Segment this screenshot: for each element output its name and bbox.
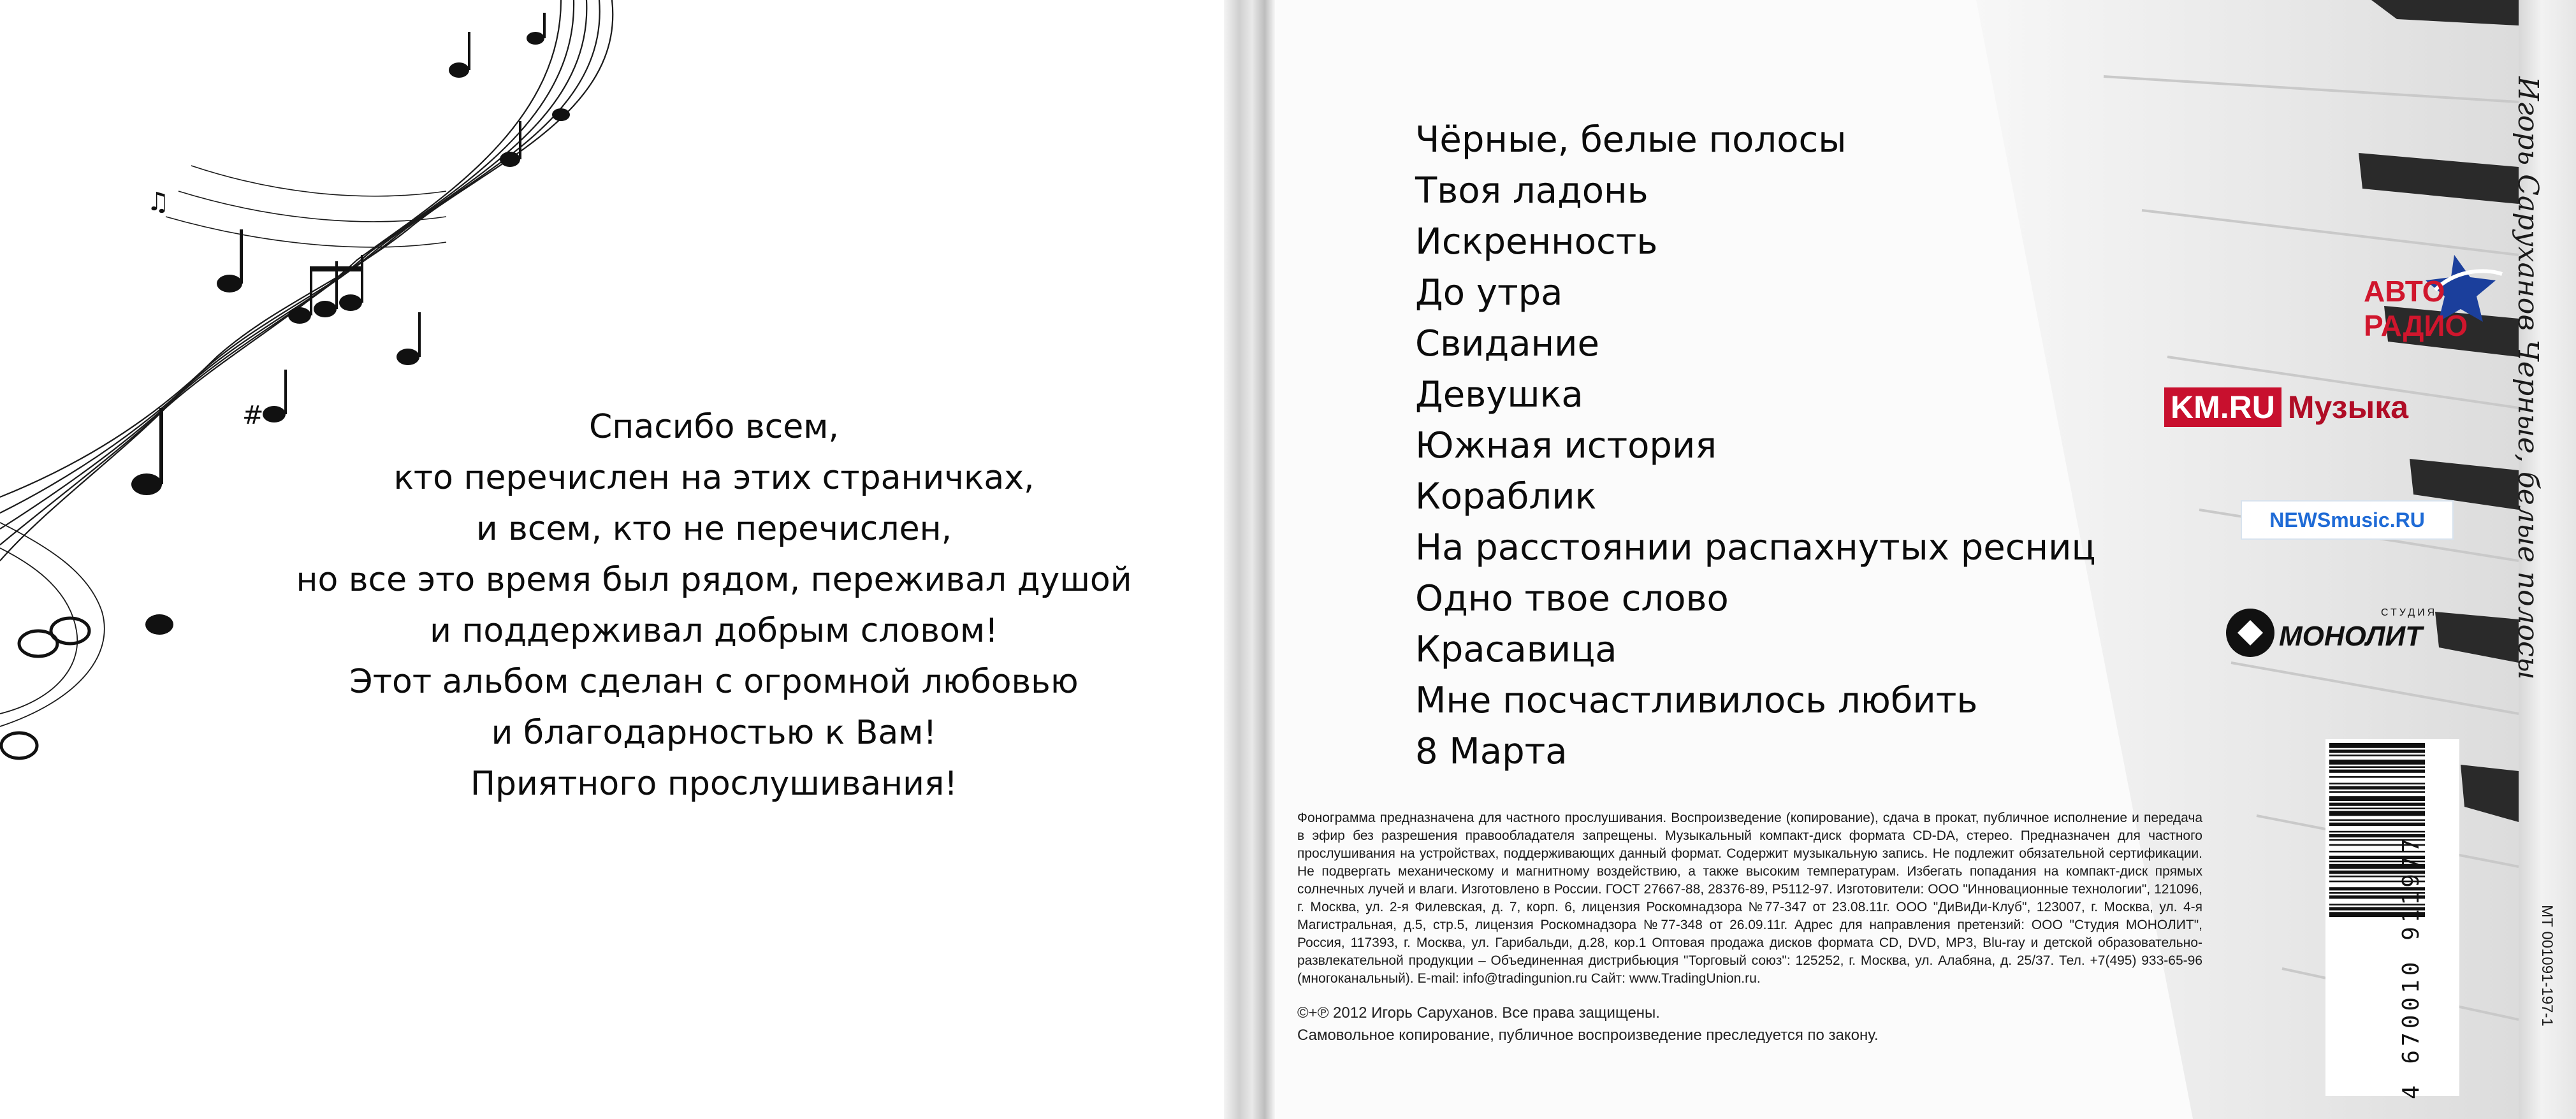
- right-panel: [1275, 0, 2519, 1119]
- monolit-top-text: СТУДИЯ: [2381, 607, 2438, 618]
- copy-notice: Самовольное копирование, публичное воспроизведение преследуется по закону.: [1297, 1027, 1879, 1044]
- barcode-bar: [2329, 743, 2425, 748]
- thanks-line: и благодарностью к Вам!: [491, 714, 937, 752]
- barcode-bar: [2329, 754, 2425, 756]
- barcode: [2325, 739, 2459, 1096]
- track-item: Кораблик: [1415, 476, 1597, 517]
- monolit-text: МОНОЛИТ: [2279, 621, 2423, 652]
- thanks-line: Спасибо всем,: [589, 408, 839, 446]
- fold-divider: [1224, 0, 1275, 1119]
- track-item: 8 Марта: [1415, 731, 1568, 772]
- thanks-line: Приятного прослушивания!: [470, 765, 958, 803]
- barcode-bar: [2329, 766, 2425, 768]
- barcode-bar: [2329, 760, 2425, 765]
- track-item: Чёрные, белые полосы: [1415, 119, 1847, 161]
- legal-text: Фонограмма предназначена для частного прослушивания. Воспроизведение (копирование), сдача в прокат, публичное исполнение и передача в эфир без разрешения правообладателя запрещены. Музыкальный компакт-диск формата CD-DA, стерео. Предназначен для частного прослушивания на устройствах, поддерживающих данный формат. Содержит музыкальную запись. Не подлежит обязательной сертификации. Не подвергать механическому и магнитному воздействию, а также высоким температурам. Избегать попадания на компакт-диск прямых солнечных лучей и влаги. Изготовлено в России. ГОСТ 27667-88, 28376-89, Р5112-97. Изготовители: ООО "Инновационные технологии", 121096, г. Москва, ул. 2-я Филевская, д. 7, корп. 6, лицензия Роскомнадзора №77-347 от 23.08.11г. ООО "ДиВиДи-Клуб", 123007, г. Москва, ул. 4-я Магистральная, д.5, стр.5, лицензия Роскомнадзора №77-348 от 26.09.11г. Адрес для направления претензий: ООО "Студия МОНОЛИТ", Россия, 117393, г. Москва, ул. Гарибальди, д.28, кор.1 Оптовая продажа дисков формата CD, DVD, MP3, Blu-ray и детской образовательно-развлекательной продукции – Объединенная дистрибьюция "Торговый союз": 125252, г. Москва, ул. Алабяна, д. 25/37. Тел. +7(495) 933-65-96 (многоканальный). E-mail: info@tradingunion.ru Сайт: www.TradingUnion.ru.: [1297, 811, 2202, 986]
- barcode-bar: [2329, 791, 2425, 793]
- track-item: Искренность: [1415, 221, 1658, 263]
- barcode-bar: [2329, 796, 2425, 801]
- thanks-line: кто перечислен на этих страничках,: [393, 459, 1035, 497]
- kmru-music: Музыка: [2287, 389, 2409, 425]
- track-item: Девушка: [1415, 374, 1583, 415]
- thanks-message: [255, 401, 1173, 809]
- barcode-bar: [2329, 786, 2425, 790]
- barcode-bar: [2329, 783, 2425, 784]
- avtoradio-bottom-text: РАДИО: [2364, 309, 2468, 342]
- barcode-bar: [2329, 823, 2425, 826]
- thanks-line: но все это время был рядом, переживал душой: [296, 561, 1132, 599]
- track-item: До утра: [1415, 272, 1563, 314]
- thanks-line: Этот альбом сделан с огромной любовью: [349, 663, 1079, 701]
- copyright-line: ©+℗ 2012 Игорь Саруханов. Все права защищены.: [1297, 1004, 1660, 1022]
- kmru-logo: [2164, 387, 2408, 427]
- barcode-bar: [2329, 776, 2425, 778]
- barcode-bar: [2329, 811, 2425, 816]
- track-item: Мне посчастливилось любить: [1415, 680, 1978, 721]
- track-item: На расстоянии распахнутых ресниц: [1415, 527, 2096, 568]
- thanks-line: и поддерживал добрым словом!: [430, 612, 998, 650]
- barcode-bars: [2325, 739, 2459, 1096]
- barcode-bar: [2329, 803, 2425, 806]
- spine: [2512, 0, 2576, 1119]
- monolit-logo: [2222, 598, 2451, 661]
- barcode-bar: [2329, 819, 2425, 821]
- avtoradio-logo: [2359, 252, 2505, 347]
- track-item: Южная история: [1415, 425, 1717, 466]
- barcode-digits: 4 670010 911977: [2398, 834, 2424, 1099]
- barcode-bar: [2329, 807, 2425, 809]
- barcode-bar: [2329, 831, 2425, 833]
- track-item: Свидание: [1415, 323, 1599, 365]
- track-item: Красавица: [1415, 629, 1617, 670]
- newsmusic-logo: NEWSmusic.RU: [2241, 500, 2454, 540]
- spine-catalog: МТ 001091-197-1: [2538, 905, 2556, 1027]
- svg-text:#: #: [242, 401, 264, 430]
- track-item: Одно твое слово: [1415, 578, 1729, 619]
- kmru-box: KM.RU: [2164, 387, 2281, 427]
- avtoradio-top-text: АВТО: [2364, 275, 2445, 308]
- spine-title: Игорь Саруханов Черные, белые полосы: [2512, 76, 2544, 680]
- tracklist: [1415, 115, 2096, 777]
- left-panel: [0, 0, 1224, 1119]
- svg-text:♫: ♫: [147, 187, 170, 217]
- barcode-bar: [2329, 749, 2425, 753]
- barcode-bar: [2329, 770, 2425, 773]
- thanks-line: и всем, кто не перечислен,: [476, 510, 952, 548]
- track-item: Твоя ладонь: [1415, 170, 1648, 212]
